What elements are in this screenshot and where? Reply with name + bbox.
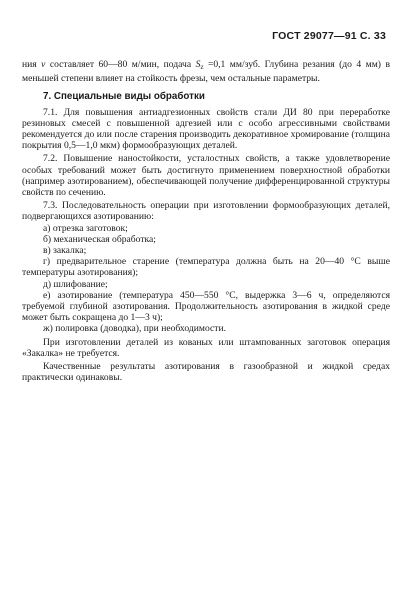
document-body [22, 59, 390, 383]
list-item-a: а) отрезка заготовок; [43, 222, 128, 234]
speed-symbol: v [41, 59, 46, 70]
list-item-e: е) азотирование (температура 450—550 °С, выдержка 3—6 ч, определяются требуемой глубиной азотирования. Продолжительность азотирования в жидкой среде может быть сокращена до 1—3 ч); [22, 289, 390, 324]
feed-subscript: z [200, 63, 204, 71]
intro-paragraph [22, 59, 390, 84]
page-header: ГОСТ 29077—91 С. 33 [272, 30, 386, 42]
intro-text-middle: составляет 60—80 м/мин, подача [45, 59, 196, 70]
paragraph-7-3: 7.3. Последовательность операции при изготовлении формообразующих деталей, подвергающихся азотированию: [22, 200, 390, 223]
list-item-zh: ж) полировка (доводка), при необходимости. [43, 323, 226, 335]
intro-text-end: =0,1 мм/зуб. Глубина резания (до 4 мм) в меньшей степени влияет на стойкость фрезы, чем остальные параметры. [22, 59, 390, 85]
list-item-d: д) шлифование; [43, 278, 108, 290]
paragraph-forged: При изготовлении деталей из кованых или штампованных заготовок операция «Закалка» не требуется. [22, 336, 390, 359]
paragraph-7-1: 7.1. Для повышения антиадгезионных свойств стали ДИ 80 при переработке резиновых смесей с повышенной адгезией или с особо агрессивными свойствами рекомендуется до или после старения производить декоративное хромирование (толщина покрытия 0,5—1,0 мкм) формообразующих деталей. [22, 106, 390, 152]
feed-symbol: S [195, 59, 201, 70]
section-heading: 7. Специальные виды обработки [43, 91, 205, 103]
list-item-g: г) предварительное старение (температура должна быть на 20—40 °С выше температуры азотирования); [22, 256, 390, 279]
paragraph-7-2: 7.2. Повышение наностойкости, усталостных свойств, а также удовлетворение особых требований может быть достигнуто применением поверхностной обработки (например азотированием), обеспечивающей получение дифференцированной структуры свойств по сечению. [22, 153, 390, 199]
paragraph-results: Качественные результаты азотирования в газообразной и жидкой средах практически одинаковы. [22, 361, 390, 384]
list-item-v: в) закалка; [43, 245, 87, 257]
list-item-b: б) механическая обработка; [43, 233, 156, 245]
intro-text-start: ния [22, 59, 42, 70]
